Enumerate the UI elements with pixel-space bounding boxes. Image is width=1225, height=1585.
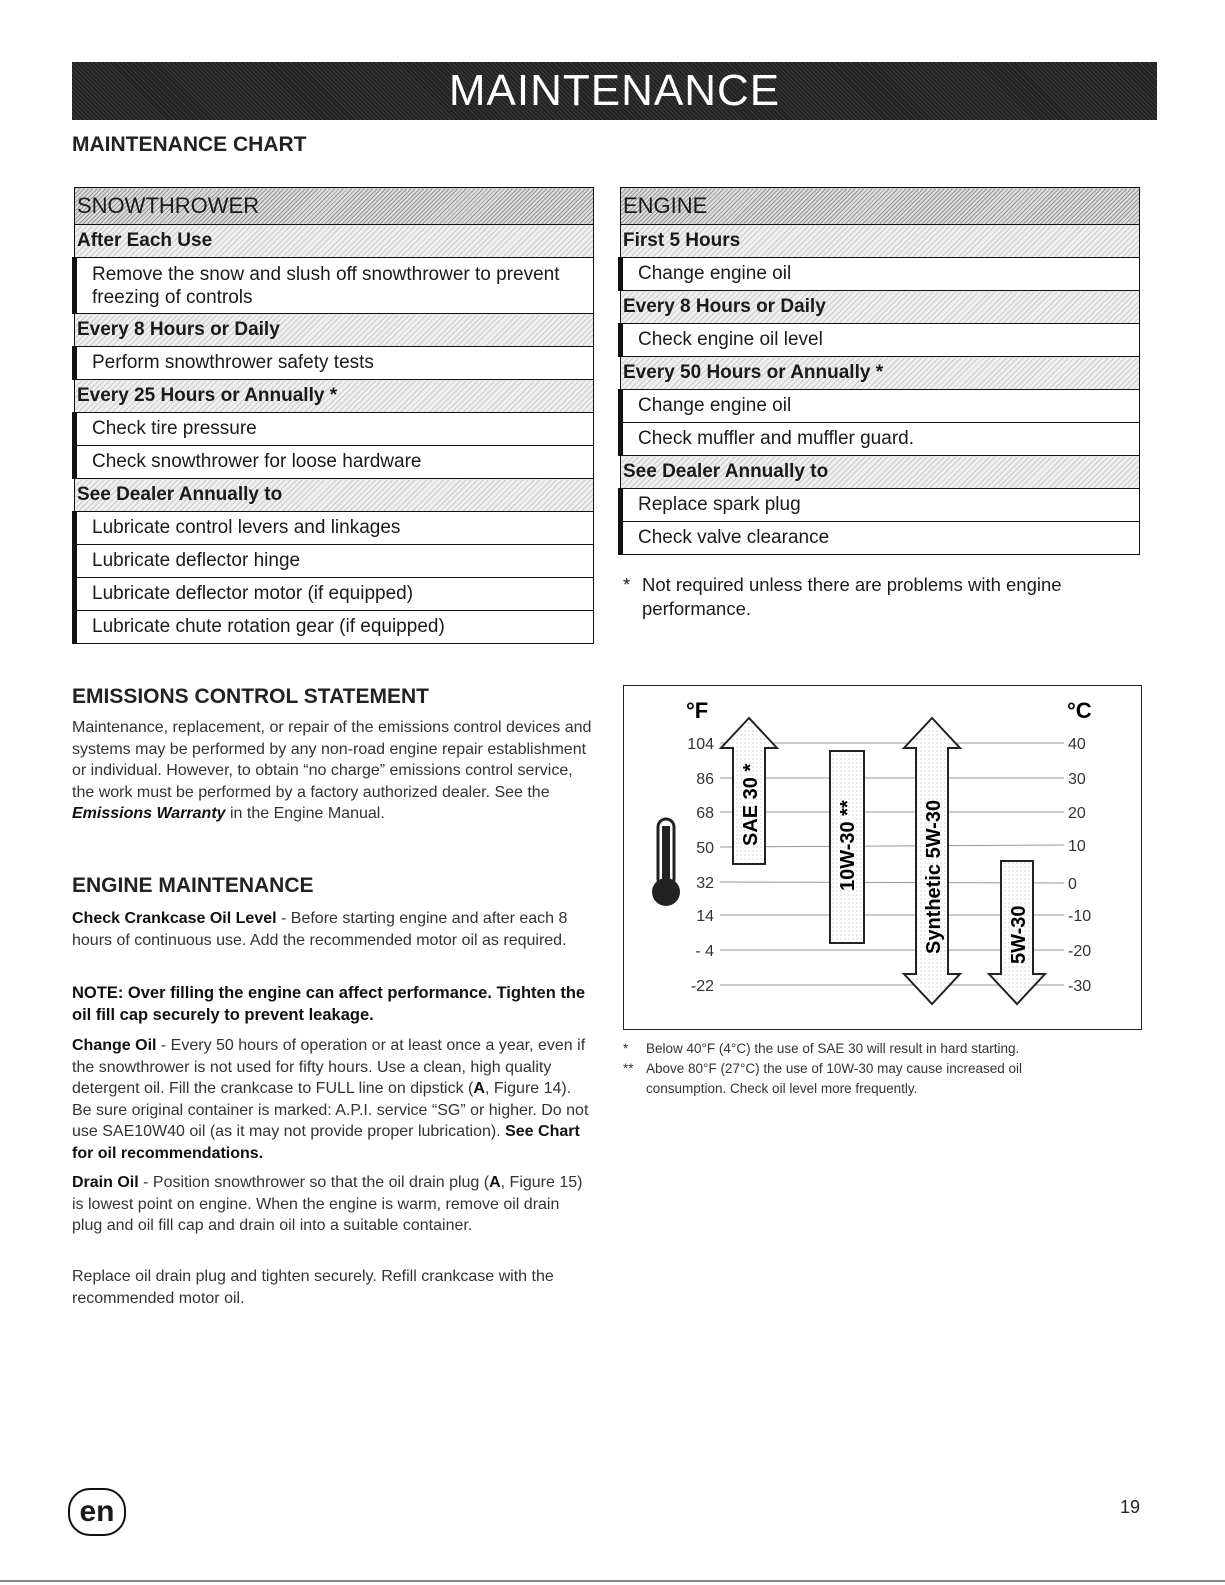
table-row: Check engine oil level <box>621 324 1140 357</box>
replace-plug-paragraph: Replace oil drain plug and tighten securely. Refill crankcase with the recommended motor oil. <box>72 1268 554 1307</box>
f-tick-label: 104 <box>687 736 714 753</box>
emissions-warranty-ref: Emissions Warranty <box>72 805 226 822</box>
gridline <box>720 845 1064 847</box>
thermometer-icon <box>652 819 680 906</box>
c-tick-label: 30 <box>1068 771 1086 788</box>
grade-synthetic-5w30: Synthetic 5W-30 <box>923 799 945 954</box>
f-tick-label: 32 <box>696 875 714 892</box>
chart-footnote-1: Below 40°F (4°C) the use of SAE 30 will result in hard starting. <box>646 1041 1020 1056</box>
drain-oil-text-2: , Figure 15) is lowest point on engine. When the engine is warm, remove oil drain plug and oil fill cap and drain oil into a suitable container. <box>72 1174 583 1234</box>
change-oil-paragraph <box>72 1035 592 1164</box>
section-banner <box>72 62 1157 120</box>
group-label: Every 8 Hours or Daily <box>75 314 594 347</box>
check-oil-text: - Before starting engine and after each 8 hours of continuous use. Add the recommended motor oil as required. <box>72 910 568 949</box>
engine-footnote <box>642 573 1062 621</box>
c-tick-label: -10 <box>1068 908 1092 925</box>
group-label: First 5 Hours <box>621 225 1140 258</box>
engine-maintenance-title: ENGINE MAINTENANCE <box>72 874 314 897</box>
change-oil-label: Change Oil <box>72 1037 157 1054</box>
sae30-arrow <box>721 718 777 864</box>
emissions-text <box>72 717 592 825</box>
emissions-body-end: in the Engine Manual. <box>225 805 385 822</box>
table-row <box>75 258 594 314</box>
bottom-rule <box>0 1580 1225 1582</box>
drain-oil-paragraph <box>72 1172 592 1237</box>
table-row: Check snowthrower for loose hardware <box>75 446 594 479</box>
f-tick-label: - 4 <box>695 943 714 960</box>
group-label: See Dealer Annually to <box>75 479 594 512</box>
emissions-body: Maintenance, replacement, or repair of the emissions control devices and systems may be performed by any non-road engine repair establishment or individual. However, to obtain “no charge” emissions control service, the work must be performed by a factory authorized dealer. See the <box>72 719 592 801</box>
table-row: Check muffler and muffler guard. <box>621 423 1140 456</box>
grade-sae30: SAE 30 * <box>740 763 762 846</box>
table-row: Check tire pressure <box>75 413 594 446</box>
table-row: Perform snowthrower safety tests <box>75 347 594 380</box>
emissions-title: EMISSIONS CONTROL STATEMENT <box>72 685 430 708</box>
fahrenheit-label: °F <box>686 698 709 723</box>
maintenance-chart-title: MAINTENANCE CHART <box>72 133 307 156</box>
10w30-bar <box>830 751 864 943</box>
c-tick-label: 20 <box>1068 805 1086 822</box>
change-oil-text-2: , Figure 14). Be sure original container is marked: A.P.I. service “SG” or higher. Do not use SAE10W40 oil (as it may not provide proper lubrication). <box>72 1080 589 1140</box>
engine-header: ENGINE <box>621 188 1140 225</box>
chart-footnote-2: Above 80°F (27°C) the use of 10W-30 may cause increased oil <box>646 1061 1022 1076</box>
group-label: Every 25 Hours or Annually * <box>75 380 594 413</box>
drain-oil-label: Drain Oil <box>72 1174 139 1191</box>
see-chart-ref: See Chart for oil recommendations. <box>72 1123 580 1162</box>
c-tick-label: 10 <box>1068 838 1086 855</box>
celsius-ticks <box>1068 736 1091 995</box>
fahrenheit-ticks <box>687 736 714 995</box>
footnote-line: performance. <box>642 598 751 619</box>
c-tick-label: 40 <box>1068 736 1086 753</box>
table-row: Check valve clearance <box>621 522 1140 555</box>
table-row: Replace spark plug <box>621 489 1140 522</box>
celsius-label: °C <box>1067 698 1092 723</box>
engine-table <box>618 187 1140 555</box>
chart-footnote-mark-2: ** <box>623 1061 634 1076</box>
f-tick-label: 86 <box>696 771 714 788</box>
c-tick-label: 0 <box>1068 876 1077 893</box>
check-oil-paragraph <box>72 908 592 951</box>
oil-viscosity-chart <box>623 685 1142 1030</box>
drain-oil-text: - Position snowthrower so that the oil drain plug ( <box>138 1174 490 1191</box>
group-label: Every 50 Hours or Annually * <box>621 357 1140 390</box>
table-row: Lubricate deflector motor (if equipped) <box>75 578 594 611</box>
group-label: See Dealer Annually to <box>621 456 1140 489</box>
grade-10w30: 10W-30 ** <box>837 800 859 891</box>
item-text: freezing of controls <box>92 286 253 308</box>
table-row: Change engine oil <box>621 258 1140 291</box>
f-tick-label: -22 <box>690 978 714 995</box>
figure-ref: A <box>489 1174 501 1191</box>
page-number: 19 <box>1120 1497 1141 1517</box>
grade-5w30: 5W-30 <box>1008 905 1030 964</box>
table-row: Lubricate control levers and linkages <box>75 512 594 545</box>
c-tick-label: -30 <box>1068 978 1092 995</box>
group-label: Every 8 Hours or Daily <box>621 291 1140 324</box>
footnote-line: Not required unless there are problems with engine <box>642 574 1062 595</box>
item-text: Remove the snow and slush off snowthrower to prevent <box>92 263 560 285</box>
table-row: Lubricate deflector hinge <box>75 545 594 578</box>
change-oil-text: - Every 50 hours of operation or at least once a year, even if the snowthrower is not used for fifty hours. Use a clean, high quality detergent oil. Fill the crankcase to FULL line on dipstick ( <box>72 1037 586 1097</box>
synthetic-5w30-arrow <box>904 718 960 1004</box>
c-tick-label: -20 <box>1068 943 1092 960</box>
check-oil-label: Check Crankcase Oil Level <box>72 910 277 927</box>
overfill-note: NOTE: Over filling the engine can affect performance. Tighten the oil fill cap securely to prevent leakage. <box>72 984 586 1024</box>
language-badge: en <box>68 1488 126 1536</box>
group-label: After Each Use <box>75 225 594 258</box>
oil-chart-svg <box>624 686 1141 1029</box>
figure-ref: A <box>473 1080 485 1097</box>
chart-footnote-3: consumption. Check oil level more frequently. <box>646 1081 918 1096</box>
f-tick-label: 50 <box>696 840 714 857</box>
table-row: Change engine oil <box>621 390 1140 423</box>
f-tick-label: 14 <box>696 908 714 925</box>
snowthrower-table <box>72 187 594 644</box>
chart-footnote-mark-1: * <box>623 1041 629 1056</box>
snowthrower-header: SNOWTHROWER <box>75 188 594 225</box>
f-tick-label: 68 <box>696 805 714 822</box>
engine-footnote-mark: * <box>623 574 631 595</box>
banner-title: MAINTENANCE <box>448 66 781 115</box>
table-row: Lubricate chute rotation gear (if equipped) <box>75 611 594 644</box>
